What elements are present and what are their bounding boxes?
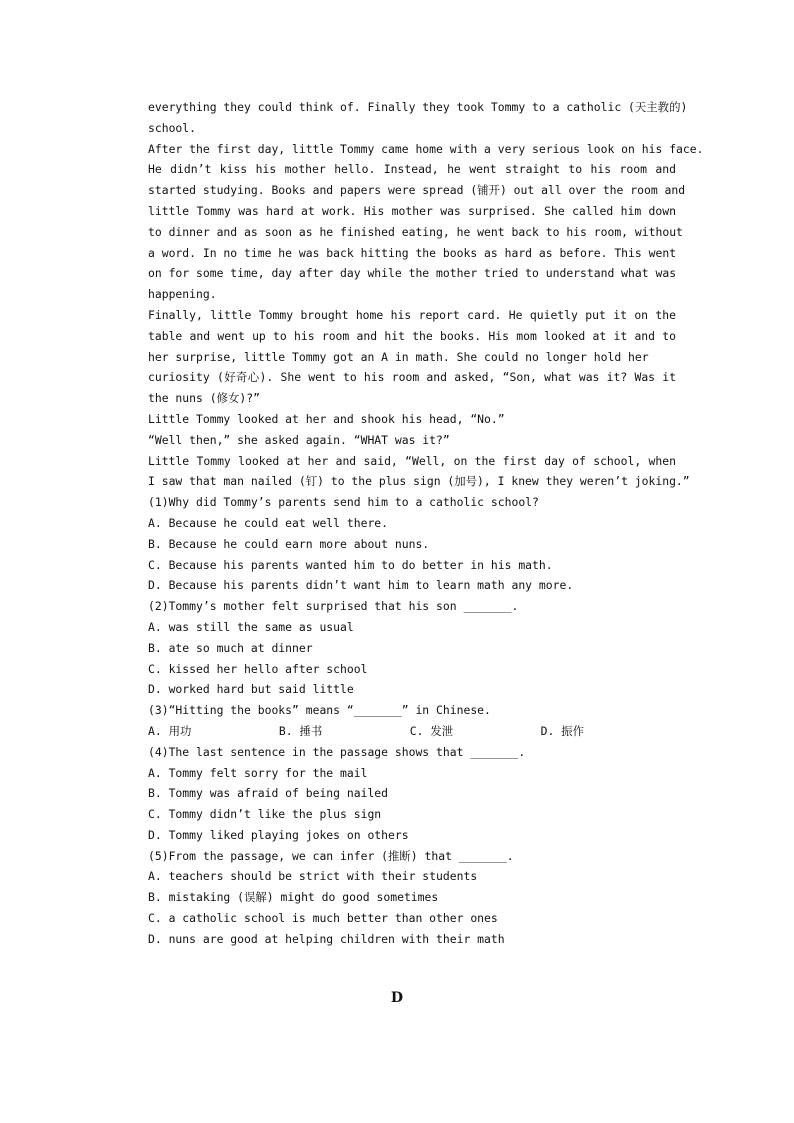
passage-line: Finally, little Tommy brought home his report card. He quietly put it on the <box>148 307 676 322</box>
answer-option: D. Because his parents didn’t want him to learn math any more. <box>148 578 574 593</box>
passage-line: everything they could think of. Finally they took Tommy to a catholic (天主教的) <box>148 100 688 114</box>
passage-line: table and went up to his room and hit the books. His mom looked at it and to <box>148 328 676 343</box>
answer-option: B. 捶书 <box>278 723 323 738</box>
answer-option: C. a catholic school is much better than other ones <box>148 911 498 926</box>
passage-line: Little Tommy looked at her and said, “Well, on the first day of school, when <box>148 453 676 468</box>
passage-line: little Tommy was hard at work. His mother was surprised. She called him down <box>148 203 676 218</box>
passage-line: started studying. Books and papers were spread (铺开) out all over the room and <box>148 183 686 198</box>
section-letter: D <box>390 990 404 1006</box>
answer-option-row <box>148 721 584 742</box>
answer-option: A. was still the same as usual <box>148 619 354 634</box>
passage-line: her surprise, little Tommy got an A in math. She could no longer hold her <box>148 349 649 364</box>
answer-option: C. 发泄 <box>409 723 454 738</box>
answer-option: B. Because he could earn more about nuns. <box>148 536 430 551</box>
question-stem: (1)Why did Tommy’s parents send him to a catholic school? <box>148 495 539 510</box>
passage-line: I saw that man nailed (钉) to the plus sign (加号), I knew they weren’t joking.” <box>148 474 690 489</box>
answer-option: D. 振作 <box>540 723 584 738</box>
answer-option: B. ate so much at dinner <box>148 640 313 655</box>
passage-line: Little Tommy looked at her and shook his head, “No.” <box>148 411 505 426</box>
answer-option: D. Tommy liked playing jokes on others <box>148 827 409 842</box>
question-stem: (5)From the passage, we can infer (推断) that _______. <box>148 848 514 863</box>
answer-option: B. mistaking (误解) might do good sometimes <box>148 890 439 905</box>
answer-option: A. Because he could eat well there. <box>148 515 389 530</box>
answer-option: C. Because his parents wanted him to do better in his math. <box>148 557 553 572</box>
answer-option: C. kissed her hello after school <box>148 661 368 676</box>
passage-line: curiosity (好奇心). She went to his room and asked, “Son, what was it? Was it <box>148 370 676 385</box>
passage-line: He didn’t kiss his mother hello. Instead, he went straight to his room and <box>148 162 676 177</box>
passage-line: the nuns (修女)?” <box>148 391 260 406</box>
passage-line: After the first day, little Tommy came home with a very serious look on his face. <box>148 141 704 156</box>
question-stem: (3)“Hitting the books” means “_______” in Chinese. <box>148 703 491 718</box>
passage-line: school. <box>148 120 197 135</box>
question-stem: (2)Tommy’s mother felt surprised that his son _______. <box>148 599 519 614</box>
passage-line: a word. In no time he was back hitting the books as hard as before. This went <box>148 245 677 260</box>
answer-option: C. Tommy didn’t like the plus sign <box>148 807 382 822</box>
passage-line: on for some time, day after day while the mother tried to understand what was <box>148 266 677 281</box>
passage-line: “Well then,” she asked again. “WHAT was it?” <box>148 432 450 447</box>
document-page <box>148 97 704 950</box>
passage-line: happening. <box>148 287 217 302</box>
answer-option: D. worked hard but said little <box>148 682 354 697</box>
answer-option: D. nuns are good at helping children with their math <box>148 931 505 946</box>
answer-option: A. Tommy felt sorry for the mail <box>148 765 368 780</box>
passage-line: to dinner and as soon as he finished eating, he went back to his room, without <box>148 224 683 239</box>
answer-option: B. Tommy was afraid of being nailed <box>148 786 389 801</box>
question-stem: (4)The last sentence in the passage shows that _______. <box>148 744 526 759</box>
answer-option: A. 用功 <box>148 723 192 738</box>
answer-option: A. teachers should be strict with their students <box>148 869 478 884</box>
